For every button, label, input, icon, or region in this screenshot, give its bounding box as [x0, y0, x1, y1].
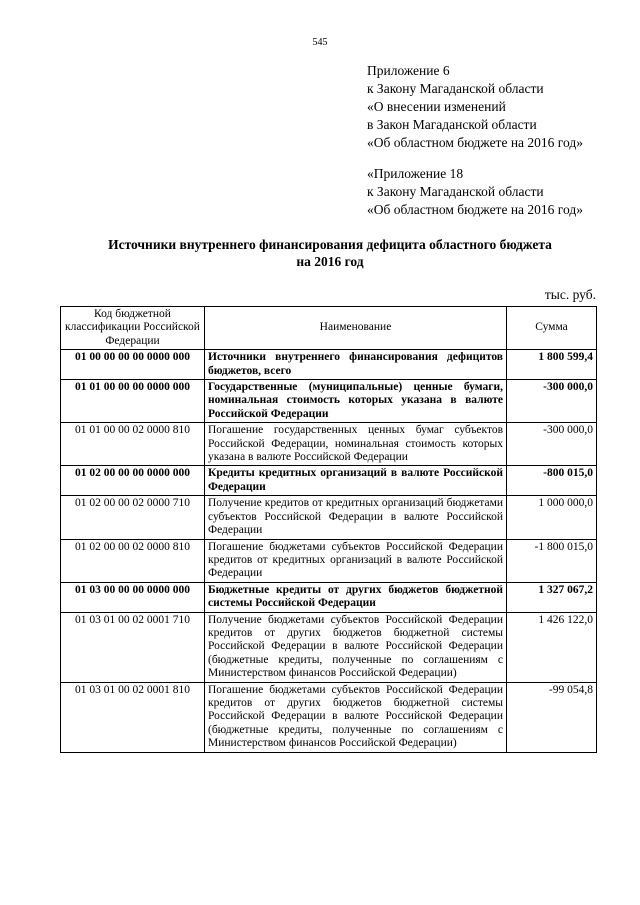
item-name-cell: Погашение государственных ценных бумаг субъектов Российской Федерации, номинальная стоимость которых указана в валюте Российской Федерации [205, 423, 507, 466]
amount-cell: -300 000,0 [507, 423, 597, 466]
appendix-header-line: Приложение 6 [367, 63, 450, 78]
budget-code-cell: 01 01 00 00 00 0000 000 [61, 380, 205, 423]
appendix-previous [367, 165, 583, 219]
budget-code-cell: 01 00 00 00 00 0000 000 [61, 350, 205, 380]
appendix-header-line: «Об областном бюджете на 2016 год» [367, 135, 583, 150]
budget-sources-table [60, 306, 597, 753]
amount-cell: -300 000,0 [507, 380, 597, 423]
header-code: Код бюджетной классификации Российской Федерации [61, 307, 205, 350]
table-row [61, 682, 597, 752]
table-row [61, 582, 597, 612]
table-row [61, 423, 597, 466]
item-name-cell: Источники внутреннего финансирования дефицитов бюджетов, всего [205, 350, 507, 380]
amount-cell: 1 426 122,0 [507, 612, 597, 682]
amount-cell: 1 000 000,0 [507, 496, 597, 539]
amount-cell: 1 327 067,2 [507, 582, 597, 612]
budget-code-cell: 01 03 00 00 00 0000 000 [61, 582, 205, 612]
appendix-header [367, 62, 583, 152]
budget-code-cell: 01 03 01 00 02 0001 810 [61, 682, 205, 752]
units-label: тыс. руб. [544, 287, 596, 302]
appendix-header-line: «О внесении изменений [367, 99, 506, 114]
item-name-cell: Погашение бюджетами субъектов Российской Федерации кредитов от других бюджетов бюджетной системы Российской Федерации в валюте Российской Федерации (бюджетные кредиты, полученные по соглашениям с Министерством финансов Российской Федерации) [205, 682, 507, 752]
appendix-previous-line: «Приложение 18 [367, 166, 464, 181]
table-row [61, 612, 597, 682]
table-row [61, 380, 597, 423]
item-name-cell: Кредиты кредитных организаций в валюте Российской Федерации [205, 466, 507, 496]
budget-code-cell: 01 02 00 00 02 0000 710 [61, 496, 205, 539]
document-title-line: на 2016 год [296, 254, 364, 269]
table-row [61, 539, 597, 582]
item-name-cell: Получение бюджетами субъектов Российской Федерации кредитов от других бюджетов бюджетной системы Российской Федерации в валюте Российской Федерации (бюджетные кредиты, полученные по соглашениям с Министерством финансов Российской Федерации) [205, 612, 507, 682]
document-title [60, 236, 600, 270]
header-sum: Сумма [507, 307, 597, 350]
item-name-cell: Получение кредитов от кредитных организаций бюджетами субъектов Российской Федерации в валюте Российской Федерации [205, 496, 507, 539]
amount-cell: -1 800 015,0 [507, 539, 597, 582]
budget-code-cell: 01 01 00 00 02 0000 810 [61, 423, 205, 466]
appendix-header-line: к Закону Магаданской области [367, 81, 544, 96]
budget-code-cell: 01 02 00 00 00 0000 000 [61, 466, 205, 496]
table-row [61, 496, 597, 539]
table-row [61, 350, 597, 380]
amount-cell: -99 054,8 [507, 682, 597, 752]
item-name-cell: Государственные (муниципальные) ценные бумаги, номинальная стоимость которых указана в валюте Российской Федерации [205, 380, 507, 423]
item-name-cell: Погашение бюджетами субъектов Российской Федерации кредитов от кредитных организаций в валюте Российской Федерации [205, 539, 507, 582]
document-title-line: Источники внутреннего финансирования дефицита областного бюджета [108, 237, 552, 252]
page-number: 545 [312, 37, 328, 48]
amount-cell: -800 015,0 [507, 466, 597, 496]
table-row [61, 466, 597, 496]
amount-cell: 1 800 599,4 [507, 350, 597, 380]
header-name: Наименование [205, 307, 507, 350]
table-header-row [61, 307, 597, 350]
item-name-cell: Бюджетные кредиты от других бюджетов бюджетной системы Российской Федерации [205, 582, 507, 612]
appendix-header-line: в Закон Магаданской области [367, 117, 537, 132]
budget-code-cell: 01 02 00 00 02 0000 810 [61, 539, 205, 582]
budget-code-cell: 01 03 01 00 02 0001 710 [61, 612, 205, 682]
appendix-previous-line: «Об областном бюджете на 2016 год» [367, 202, 583, 217]
appendix-previous-line: к Закону Магаданской области [367, 184, 544, 199]
